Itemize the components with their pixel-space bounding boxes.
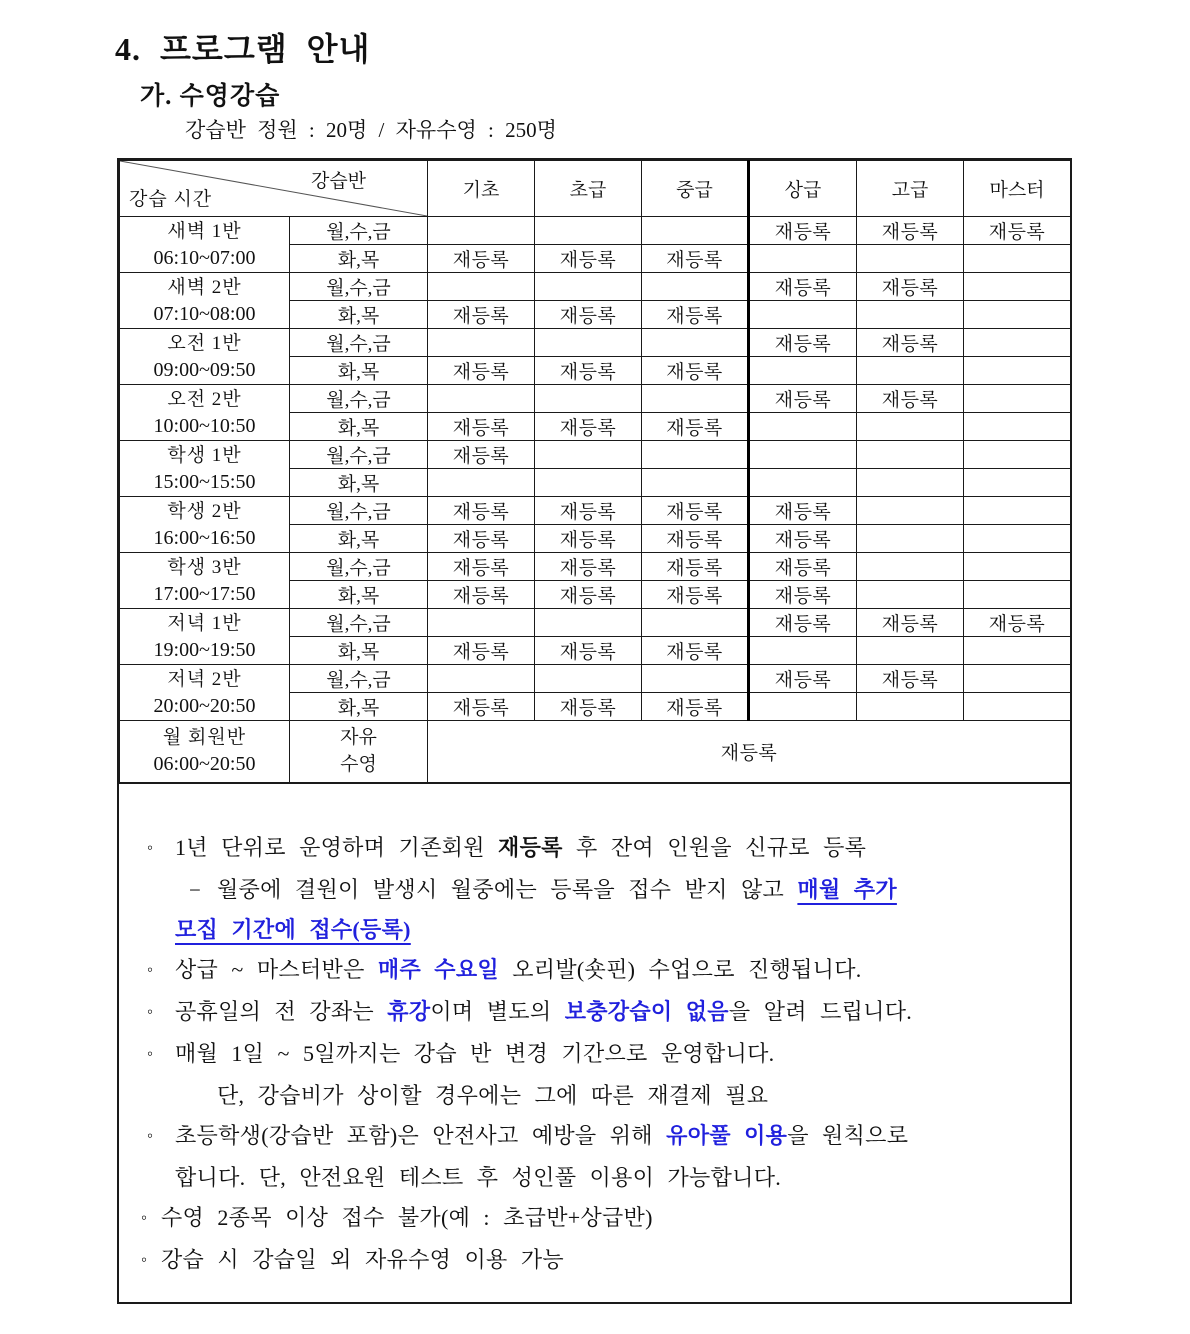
note-line xyxy=(133,1034,1052,1076)
mark-cell: 재등록 xyxy=(749,525,857,553)
days-cell: 화,목 xyxy=(290,581,428,609)
class-name: 월 회원반 xyxy=(162,727,247,749)
days-cell: 월,수,금 xyxy=(290,217,428,245)
mark-cell xyxy=(964,525,1071,553)
days-cell: 월,수,금 xyxy=(290,609,428,637)
circle-bullet-icon: ◦ xyxy=(147,1001,154,1021)
mark-cell: 재등록 xyxy=(749,665,857,693)
class-name: 학생 1반 xyxy=(167,444,242,466)
mark-cell: 재등록 xyxy=(535,581,642,609)
note-segment: 을 알려 드립니다. xyxy=(728,998,913,1024)
note-line xyxy=(133,1158,1052,1198)
mark-cell xyxy=(857,693,964,721)
mark-cell xyxy=(964,301,1071,329)
mark-cell: 재등록 xyxy=(642,357,749,385)
note-segment: 단, 강습비가 상이할 경우에는 그에 따른 재결제 필요 xyxy=(217,1082,769,1108)
mark-cell: 재등록 xyxy=(428,581,535,609)
class-time-cell xyxy=(120,273,290,329)
days-cell: 월,수,금 xyxy=(290,273,428,301)
mark-cell xyxy=(857,497,964,525)
note-segment: 매월 추가 xyxy=(797,876,897,902)
mark-cell: 재등록 xyxy=(428,245,535,273)
mark-cell xyxy=(642,665,749,693)
mark-cell xyxy=(642,329,749,357)
mark-cell: 재등록 xyxy=(857,217,964,245)
note-line xyxy=(133,950,1052,992)
mark-cell xyxy=(964,385,1071,413)
corner-label-class: 강습반 xyxy=(310,171,367,192)
mark-cell xyxy=(964,245,1071,273)
class-time: 07:10~08:00 xyxy=(153,302,256,325)
class-name: 오전 2반 xyxy=(167,388,242,410)
note-line xyxy=(133,1198,1052,1240)
mark-cell xyxy=(428,273,535,301)
mark-cell: 재등록 xyxy=(857,273,964,301)
mark-cell xyxy=(857,553,964,581)
mark-cell xyxy=(642,273,749,301)
mark-cell: 재등록 xyxy=(749,553,857,581)
level-header: 상급 xyxy=(749,161,857,217)
class-time: 09:00~09:50 xyxy=(153,358,256,381)
note-segment: 매월 1일 ~ 5일까지는 강습 반 변경 기간으로 운영합니다. xyxy=(175,1040,775,1066)
note-text xyxy=(161,1198,653,1238)
circle-bullet-icon: ◦ xyxy=(147,837,154,857)
note-text xyxy=(175,992,912,1032)
note-segment: 수영 2종목 이상 접수 불가(예 : 초급반+상급반) xyxy=(161,1204,653,1230)
days-cell: 화,목 xyxy=(290,357,428,385)
level-header: 초급 xyxy=(535,161,642,217)
mark-cell xyxy=(642,385,749,413)
note-text xyxy=(175,828,866,868)
days-cell: 화,목 xyxy=(290,469,428,497)
mark-cell: 재등록 xyxy=(749,581,857,609)
mark-cell: 재등록 xyxy=(535,497,642,525)
table-header-row xyxy=(120,161,1071,217)
class-name: 저녁 1반 xyxy=(167,612,242,634)
days-cell: 화,목 xyxy=(290,245,428,273)
note-segment: 후 잔여 인원을 신규로 등록 xyxy=(562,834,867,860)
mark-cell xyxy=(642,217,749,245)
days-cell: 월,수,금 xyxy=(290,329,428,357)
class-time: 17:00~17:50 xyxy=(153,582,256,605)
mark-cell: 재등록 xyxy=(535,413,642,441)
mark-cell: 재등록 xyxy=(428,637,535,665)
mark-cell: 재등록 xyxy=(857,329,964,357)
mark-cell xyxy=(964,469,1071,497)
mark-cell xyxy=(428,609,535,637)
circle-bullet-icon: ◦ xyxy=(141,1207,148,1227)
class-time: 06:00~20:50 xyxy=(153,753,256,776)
table-row xyxy=(120,329,1071,357)
mark-cell: 재등록 xyxy=(428,525,535,553)
note-text xyxy=(175,910,411,950)
mark-cell xyxy=(535,469,642,497)
mark-cell xyxy=(642,469,749,497)
mark-cell xyxy=(964,553,1071,581)
mark-cell xyxy=(749,637,857,665)
mark-cell xyxy=(964,329,1071,357)
mark-cell: 재등록 xyxy=(428,441,535,469)
circle-bullet-icon: ◦ xyxy=(147,959,154,979)
mark-cell: 재등록 xyxy=(428,413,535,441)
mark-cell: 재등록 xyxy=(749,217,857,245)
mark-cell xyxy=(857,245,964,273)
table-row xyxy=(120,609,1071,637)
note-line xyxy=(133,1240,1052,1282)
class-time: 10:00~10:50 xyxy=(153,414,256,437)
class-name: 새벽 2반 xyxy=(167,276,242,298)
mark-cell: 재등록 xyxy=(428,301,535,329)
note-segment: 초등학생(강습반 포함)은 안전사고 예방을 위해 xyxy=(175,1122,667,1148)
note-segment: 강습 시 강습일 외 자유수영 이용 가능 xyxy=(161,1246,564,1272)
mark-cell: 재등록 xyxy=(964,609,1071,637)
mark-cell: 재등록 xyxy=(642,301,749,329)
mark-cell: 재등록 xyxy=(535,357,642,385)
mark-cell: 재등록 xyxy=(428,357,535,385)
class-time-cell xyxy=(120,441,290,497)
note-line xyxy=(133,1116,1052,1158)
days-cell xyxy=(290,721,428,783)
mark-cell xyxy=(964,441,1071,469)
mark-cell xyxy=(857,413,964,441)
corner-cell xyxy=(120,161,428,217)
note-segment: 보충강습이 없음 xyxy=(564,998,729,1024)
note-line xyxy=(133,910,1052,950)
mark-cell xyxy=(535,609,642,637)
class-time-cell xyxy=(120,385,290,441)
days-cell: 월,수,금 xyxy=(290,497,428,525)
table-row xyxy=(120,553,1071,581)
free-swim-label-line2: 수영 xyxy=(340,754,377,776)
class-time-cell xyxy=(120,609,290,665)
mark-cell xyxy=(749,693,857,721)
corner-label-time: 강습 시간 xyxy=(129,189,213,210)
days-cell: 월,수,금 xyxy=(290,553,428,581)
capacity-line: 강습반 정원 : 20명 / 자유수영 : 250명 xyxy=(185,118,557,142)
days-cell: 월,수,금 xyxy=(290,385,428,413)
mark-cell xyxy=(857,357,964,385)
mark-cell xyxy=(428,329,535,357)
level-header: 고급 xyxy=(857,161,964,217)
class-name: 오전 1반 xyxy=(167,332,242,354)
mark-cell xyxy=(428,665,535,693)
mark-cell xyxy=(857,441,964,469)
table-row xyxy=(120,721,1071,783)
note-text xyxy=(175,1116,908,1156)
mark-cell: 재등록 xyxy=(642,581,749,609)
mark-cell xyxy=(749,357,857,385)
note-line xyxy=(133,870,1052,910)
days-cell: 화,목 xyxy=(290,525,428,553)
mark-cell: 재등록 xyxy=(535,301,642,329)
mark-cell: 재등록 xyxy=(535,245,642,273)
class-name: 학생 3반 xyxy=(167,556,242,578)
mark-cell: 재등록 xyxy=(642,553,749,581)
mark-cell xyxy=(857,581,964,609)
mark-cell: 재등록 xyxy=(749,385,857,413)
mark-cell: 재등록 xyxy=(428,553,535,581)
days-cell: 화,목 xyxy=(290,413,428,441)
content-box xyxy=(117,158,1072,1304)
mark-cell xyxy=(964,693,1071,721)
mark-cell xyxy=(749,413,857,441)
level-header: 마스터 xyxy=(964,161,1071,217)
mark-cell: 재등록 xyxy=(642,693,749,721)
mark-cell: 재등록 xyxy=(642,637,749,665)
note-segment: 월중에 결원이 발생시 월중에는 등록을 접수 받지 않고 xyxy=(217,876,798,902)
note-text xyxy=(175,950,862,990)
note-segment: 휴강 xyxy=(387,998,431,1024)
class-time: 20:00~20:50 xyxy=(153,694,256,717)
schedule-table-body xyxy=(120,161,1071,783)
mark-cell: 재등록 xyxy=(642,525,749,553)
note-text xyxy=(175,1034,774,1074)
note-segment: 재등록 xyxy=(498,834,563,860)
class-time-cell xyxy=(120,329,290,385)
mark-cell xyxy=(964,413,1071,441)
mark-cell: 재등록 xyxy=(857,665,964,693)
mark-cell: 재등록 xyxy=(428,497,535,525)
days-cell: 화,목 xyxy=(290,693,428,721)
class-time-cell xyxy=(120,721,290,783)
days-cell: 월,수,금 xyxy=(290,665,428,693)
mark-cell: 재등록 xyxy=(749,273,857,301)
class-time: 15:00~15:50 xyxy=(153,470,256,493)
note-segment: 상급 ~ 마스터반은 xyxy=(175,956,378,982)
class-time: 16:00~16:50 xyxy=(153,526,256,549)
note-segment: 을 원칙으로 xyxy=(787,1122,909,1148)
mark-cell: 재등록 xyxy=(642,245,749,273)
mark-cell xyxy=(535,441,642,469)
mark-cell xyxy=(857,525,964,553)
circle-bullet-icon: ◦ xyxy=(141,1249,148,1269)
mark-cell: 재등록 xyxy=(749,497,857,525)
note-line xyxy=(133,1076,1052,1116)
mark-cell: 재등록 xyxy=(535,525,642,553)
mark-cell-merged: 재등록 xyxy=(428,721,1071,783)
class-time-cell xyxy=(120,553,290,609)
mark-cell xyxy=(964,665,1071,693)
table-row xyxy=(120,665,1071,693)
days-cell: 월,수,금 xyxy=(290,441,428,469)
mark-cell xyxy=(964,581,1071,609)
mark-cell: 재등록 xyxy=(642,413,749,441)
section-title: 가. 수영강습 xyxy=(140,83,281,110)
note-segment: 모집 기간에 접수(등록) xyxy=(175,916,411,942)
class-time-cell xyxy=(120,497,290,553)
mark-cell xyxy=(642,441,749,469)
mark-cell xyxy=(964,637,1071,665)
note-segment: 공휴일의 전 강좌는 xyxy=(175,998,388,1024)
mark-cell xyxy=(749,301,857,329)
mark-cell xyxy=(535,385,642,413)
circle-bullet-icon: ◦ xyxy=(147,1043,154,1063)
mark-cell xyxy=(857,301,964,329)
class-time-cell xyxy=(120,217,290,273)
mark-cell xyxy=(749,469,857,497)
mark-cell xyxy=(749,441,857,469)
class-time-cell xyxy=(120,665,290,721)
days-cell: 화,목 xyxy=(290,637,428,665)
table-row xyxy=(120,385,1071,413)
table-row xyxy=(120,441,1071,469)
note-line xyxy=(133,828,1052,870)
mark-cell: 재등록 xyxy=(964,217,1071,245)
days-cell: 화,목 xyxy=(290,301,428,329)
note-segment: 매주 수요일 xyxy=(377,956,499,982)
table-row xyxy=(120,497,1071,525)
class-time: 06:10~07:00 xyxy=(153,246,256,269)
note-text xyxy=(161,1240,564,1280)
level-header: 기초 xyxy=(428,161,535,217)
mark-cell xyxy=(535,329,642,357)
mark-cell xyxy=(857,469,964,497)
class-name: 저녁 2반 xyxy=(167,668,242,690)
mark-cell: 재등록 xyxy=(535,553,642,581)
mark-cell xyxy=(428,385,535,413)
note-segment: 유아풀 이용 xyxy=(666,1122,788,1148)
class-time: 19:00~19:50 xyxy=(153,638,256,661)
mark-cell: 재등록 xyxy=(535,693,642,721)
mark-cell xyxy=(964,273,1071,301)
note-line xyxy=(133,992,1052,1034)
level-header: 중급 xyxy=(642,161,749,217)
mark-cell: 재등록 xyxy=(857,609,964,637)
note-segment: 이며 별도의 xyxy=(430,998,565,1024)
mark-cell: 재등록 xyxy=(749,609,857,637)
mark-cell xyxy=(428,469,535,497)
note-text xyxy=(217,1076,768,1116)
document-page xyxy=(0,24,1190,1304)
mark-cell: 재등록 xyxy=(535,637,642,665)
note-text xyxy=(175,1158,781,1198)
mark-cell xyxy=(535,273,642,301)
schedule-table xyxy=(119,160,1071,784)
mark-cell xyxy=(964,357,1071,385)
table-row xyxy=(120,217,1071,245)
table-row xyxy=(120,273,1071,301)
mark-cell xyxy=(428,217,535,245)
mark-cell xyxy=(964,497,1071,525)
notes-section xyxy=(119,784,1070,1302)
mark-cell xyxy=(642,609,749,637)
mark-cell xyxy=(749,245,857,273)
class-name: 새벽 1반 xyxy=(167,220,242,242)
mark-cell xyxy=(535,665,642,693)
circle-bullet-icon: ◦ xyxy=(147,1125,154,1145)
note-segment: 오리발(숏핀) 수업으로 진행됩니다. xyxy=(498,956,862,982)
note-segment: 1년 단위로 운영하며 기존회원 xyxy=(175,834,499,860)
class-name: 학생 2반 xyxy=(167,500,242,522)
page-title: 4. 프로그램 안내 xyxy=(115,31,371,67)
mark-cell xyxy=(857,637,964,665)
note-segment: 합니다. 단, 안전요원 테스트 후 성인풀 이용이 가능합니다. xyxy=(175,1164,782,1190)
mark-cell: 재등록 xyxy=(642,497,749,525)
dash-icon: − xyxy=(189,877,202,902)
mark-cell: 재등록 xyxy=(749,329,857,357)
mark-cell: 재등록 xyxy=(857,385,964,413)
mark-cell: 재등록 xyxy=(428,693,535,721)
mark-cell xyxy=(535,217,642,245)
free-swim-label-line1: 자유 xyxy=(340,727,377,749)
note-text xyxy=(217,870,897,910)
